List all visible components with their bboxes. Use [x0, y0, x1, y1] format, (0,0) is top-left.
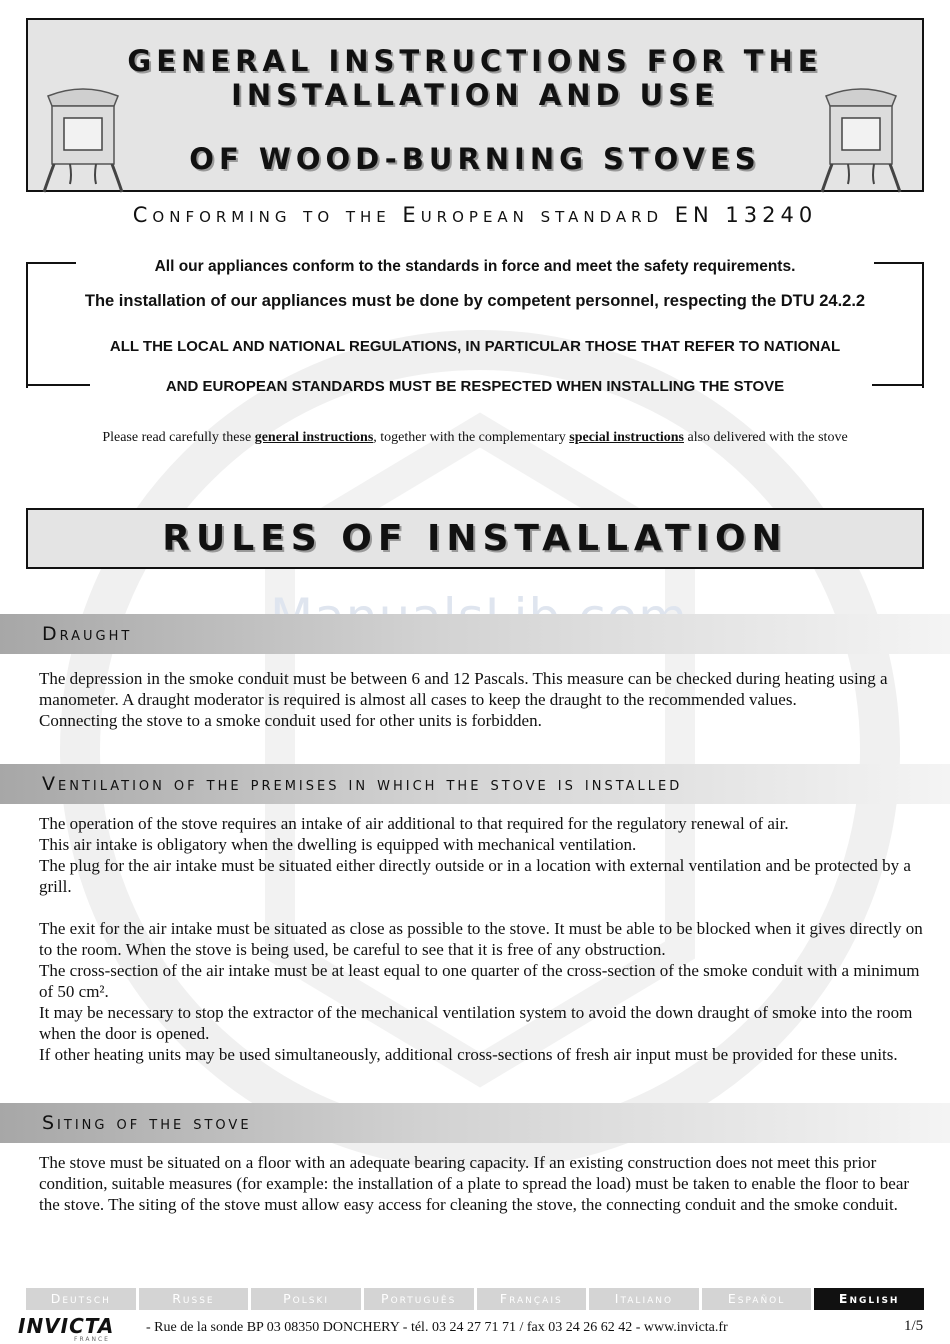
read-instructions-line	[0, 430, 950, 446]
notice-bracket-right-top	[874, 262, 924, 388]
special-instructions-link[interactable]: special instructions	[569, 430, 684, 445]
draught-paragraph-2: Connecting the stove to a smoke conduit used for other units is forbidden.	[39, 711, 542, 730]
paragraph-gap	[39, 897, 934, 918]
general-instructions-link[interactable]: general instructions	[254, 430, 374, 445]
rules-title: RULES OF INSTALLATION	[26, 508, 924, 569]
footer-address: - Rue de la sonde BP 03 08350 DONCHERY - tél. 03 24 27 71 71 / fax 03 24 26 62 42 - www.invicta.fr	[146, 1320, 728, 1335]
notice-bracket-left-top	[26, 262, 76, 388]
ventilation-paragraph-7: If other heating units may be used simultaneously, additional cross-sections of fresh air input must be provided for these units.	[39, 1045, 898, 1064]
section-title-siting: Siting of the stove	[42, 1112, 252, 1134]
siting-paragraph-1: The stove must be situated on a floor with an adequate bearing capacity. If an existing construction does not meet this prior condition, suitable measures (for example: the installation of a plate to spread the load) must be taken to enable the floor to bear the stove. The siting of the stove must allow easy access for cleaning the stove, the connecting conduit and the smoke conduit.	[39, 1153, 910, 1214]
stove-right-icon	[818, 84, 904, 196]
notice-line-2: The installation of our appliances must be done by competent personnel, respecting the DTU 24.2.2	[84, 292, 866, 310]
section-title-draught: Draught	[42, 623, 133, 645]
header-title-line-3: OF WOOD-BURNING STOVES	[189, 142, 761, 176]
ventilation-paragraph-2: This air intake is obligatory when the dwelling is equipped with mechanical ventilation.	[39, 835, 637, 854]
ventilation-paragraph-6: It may be necessary to stop the extractor of the mechanical ventilation system to avoid the down draught of smoke into the room when the door is opened.	[39, 1003, 913, 1043]
header-title-box	[26, 18, 924, 192]
stove-left-icon	[40, 84, 126, 196]
background-emblem	[60, 250, 900, 1250]
notice-line-1: All our appliances conform to the standards in force and meet the safety requirements.	[154, 258, 796, 275]
section-body-draught	[39, 668, 934, 731]
ventilation-paragraph-5: The cross-section of the air intake must be at least equal to one quarter of the cross-section of the smoke conduit with a minimum of 50 cm².	[39, 961, 920, 1001]
notice-line-4: AND EUROPEAN STANDARDS MUST BE RESPECTED WHEN INSTALLING THE STOVE	[165, 378, 785, 395]
lang-tab-english[interactable]: English	[814, 1288, 924, 1310]
invicta-logo: INVICTA	[18, 1314, 115, 1338]
notice-block	[26, 258, 924, 395]
section-body-siting	[39, 1152, 934, 1215]
standard-subtitle: Conforming to the European standard EN 13240	[132, 203, 818, 227]
lang-tab-polski[interactable]: Polski	[251, 1288, 361, 1310]
read-suffix: also delivered with the stove	[683, 430, 848, 445]
header-title-line-1: GENERAL INSTRUCTIONS FOR THE	[127, 44, 823, 78]
ventilation-paragraph-3: The plug for the air intake must be situated either directly outside or in a location with external ventilation and be protected by a grill.	[39, 856, 911, 896]
lang-tab-espanol[interactable]: Español	[702, 1288, 812, 1310]
draught-paragraph-1: The depression in the smoke conduit must be between 6 and 12 Pascals. This measure can be checked during heating using a manometer. A draught moderator is required is almost all cases to keep the draught to the recommended values.	[39, 669, 888, 709]
read-prefix: Please read carefully these	[102, 430, 255, 445]
lang-tab-francais[interactable]: Français	[477, 1288, 587, 1310]
section-body-ventilation	[39, 813, 934, 1065]
section-header-ventilation	[0, 764, 950, 804]
invicta-logo-sub: FRANCE	[74, 1336, 110, 1343]
ventilation-paragraph-4: The exit for the air intake must be situated as close as possible to the stove. It must be able to be blocked when it gives directly on to the room. When the stove is being used, be careful to see that it is free of any obstruction.	[39, 919, 923, 959]
header-title-line-2: INSTALLATION AND USE	[231, 78, 719, 112]
notice-line-3: ALL THE LOCAL AND NATIONAL REGULATIONS, IN PARTICULAR THOSE THAT REFER TO NATIONAL	[109, 338, 841, 355]
lang-tab-italiano[interactable]: Italiano	[589, 1288, 699, 1310]
page-number: 1/5	[904, 1318, 924, 1334]
language-tabs	[26, 1288, 924, 1310]
lang-tab-russe[interactable]: Russe	[139, 1288, 249, 1310]
section-header-siting	[0, 1103, 950, 1143]
lang-tab-deutsch[interactable]: Deutsch	[26, 1288, 136, 1310]
ventilation-paragraph-1: The operation of the stove requires an intake of air additional to that required for the regulatory renewal of air.	[39, 814, 789, 833]
read-middle: , together with the complementary	[373, 430, 570, 445]
section-header-draught	[0, 614, 950, 654]
section-title-ventilation: Ventilation of the premises in which the stove is installed	[42, 773, 683, 795]
lang-tab-portugues[interactable]: Português	[364, 1288, 474, 1310]
